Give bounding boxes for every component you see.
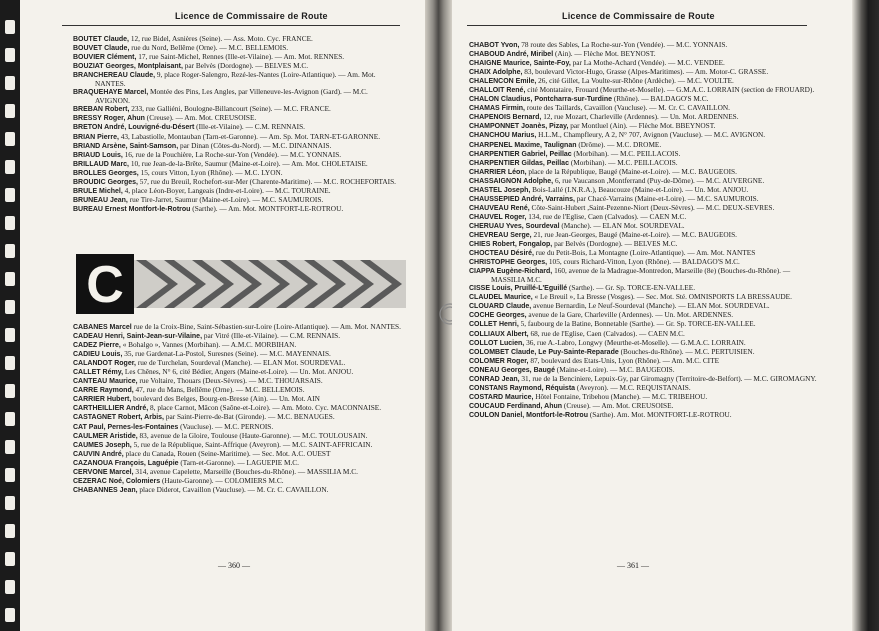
- entry-details: 43, Labastiolle, Montauban (Tarn-et-Garonne). — Am. Sp. Mot. TARN-ET-GARONNE.: [120, 131, 381, 141]
- entry-details: 35, rue Gardenat-La-Postol, Suresnes (Seine). — M.C. MAYENNAIS.: [124, 349, 331, 359]
- entry-name: COLOMER Roger,: [469, 357, 529, 365]
- entry-details: cité Montataire, Frouard (Meurthe-et-Moselle). — G.M.A.C. LORRAIN (section de FROUARD).: [527, 85, 815, 95]
- entry-name: CLAUDEL Maurice,: [469, 294, 533, 302]
- entry-details: (Morbihan). — M.C. PEILLACOIS.: [570, 157, 678, 167]
- entry-details: route des Taillards, Cavaillon (Vaucluse). — M. Cr. C. CAVAILLON.: [526, 103, 730, 113]
- entry-name: CHAMPONNET Joanès, Pizay,: [469, 123, 569, 131]
- entry-name: BRILLAUD Marc,: [73, 160, 130, 168]
- entry-name: COLOMBET Claude, Le Puy-Sainte-Reparade: [469, 348, 619, 356]
- entry-name: COULON Daniel, Montfort-le-Rotrou: [469, 411, 588, 419]
- entry-name: CANTEAU Maurice,: [73, 378, 138, 386]
- entry-name: CAULMER Aristide,: [73, 432, 138, 440]
- right-page: [452, 0, 852, 631]
- sprocket-hole: [5, 216, 15, 230]
- entry-details: 36, rue A.-Labro, Longwy (Meurthe-et-Moselle). — G.M.A.C. LORRAIN.: [526, 337, 746, 347]
- entry-details: (Sarthe). — Am. Mot. MONTFORT-LE-ROTROU.: [192, 203, 344, 213]
- entry-details: (Bouches-du-Rhône). — M.C. PERTUISIEN.: [620, 346, 755, 356]
- entry-details: 5, rue de la République, Saint-Affrique (Aveyron). — M.C. SAINT-AFFRICAIN.: [133, 439, 373, 449]
- entry-details: par Belvès (Dordogne). — BELVES M.C.: [184, 61, 309, 71]
- entry-name: CEZERAC Noé, Colomiers: [73, 477, 161, 485]
- entry-name: CHAIGNE Maurice, Sainte-Foy,: [469, 60, 571, 68]
- entry-name: CHANCHOU Marius,: [469, 132, 537, 140]
- entry-details: rue du Nord, Bellême (Orne). — M.C. BELLEMOIS.: [131, 43, 289, 53]
- entry-details: 12, rue Mozart, Charleville (Ardennes). — Un. Mot. ARDENNES.: [543, 112, 739, 122]
- entry-name: CHASSAIGNON Adolphe,: [469, 177, 554, 185]
- entry-details: 47, rue du Mans, Bellême (Orne). — M.C. BELLEMOIS.: [135, 385, 305, 395]
- entry-name: CAUVIN André,: [73, 450, 124, 458]
- entry-name: BRESSY Roger, Ahun: [73, 115, 145, 123]
- entry-details: (Creuse). — Am. Mot. CREUSOISE.: [146, 113, 257, 123]
- entry-details: « Bohalgo », Vannes (Morbihan). — A.M.C. MORBIHAN.: [122, 340, 297, 350]
- entry-details: par Montluel (Ain). — Flèche Mot. BBEYNOST.: [570, 121, 716, 131]
- entry-name: BOUTET Claude,: [73, 36, 130, 43]
- sprocket-hole: [5, 524, 15, 538]
- entry-name: CASTAGNET Robert, Arbis,: [73, 414, 165, 422]
- sprocket-hole: [5, 188, 15, 202]
- entry-name: CHABOUD André, Miribel: [469, 51, 554, 59]
- entry-name: CAUMES Joseph,: [73, 441, 132, 449]
- entry-details: (Drôme). — M.C. DROME.: [578, 139, 662, 149]
- running-head: Licence de Commissaire de Route: [175, 11, 328, 21]
- entry-name: BRETON André, Louvigné-du-Désert: [73, 124, 195, 132]
- entry-name: CHRISTOPHE Georges,: [469, 259, 548, 267]
- page-number: — 361 —: [617, 561, 649, 570]
- sprocket-hole: [5, 132, 15, 146]
- entry-name: CHAUVEAU René,: [469, 204, 530, 212]
- entry-name: CONEAU Georges, Baugé: [469, 366, 555, 374]
- entry-details: place du Canada, Rouen (Seine-Maritime). — Sec. Mot. A.C. OUEST: [125, 448, 331, 458]
- entry-details: (Morbihan). — M.C. PEILLACOIS.: [573, 148, 681, 158]
- entry-details: par Vitré (Ille-et-Vilaine). — C.M. RENNAIS.: [203, 331, 341, 341]
- entry-name: CARTHEILLIER André,: [73, 405, 149, 413]
- entry-name: BROLLES Georges,: [73, 169, 139, 177]
- entry-name: CARRIER Hubert,: [73, 396, 132, 404]
- entry-name: CHARPENEL Maxime, Taulignan: [469, 141, 577, 149]
- entry-name: COSTARD Maurice,: [469, 393, 534, 401]
- entry-details: (Vaucluse). — M.C. PERNOIS.: [180, 421, 274, 431]
- entry-name: BOUZIAT Georges, Montplaisant,: [73, 63, 183, 71]
- sprocket-hole: [5, 384, 15, 398]
- section-letter-banner: [76, 254, 406, 314]
- entry-name: CISSE Louis, Pruillé-L'Eguillé: [469, 285, 568, 293]
- entry-details: 83, avenue de la Gloire, Toulouse (Haute-Garonne). — M.C. TOULOUSAIN.: [139, 430, 368, 440]
- entry-name: BOUVIER Clément,: [73, 54, 137, 62]
- entry-name: CALLET Rémy,: [73, 369, 124, 377]
- section-letter: C: [86, 256, 124, 314]
- entry-details: 6, rue Vaucanson ,Montferrand (Puy-de-Dôme). — M.C. AUVERGNE.: [554, 175, 765, 185]
- entry-name: CHARRIER Léon,: [469, 168, 527, 176]
- sprocket-hole: [5, 272, 15, 286]
- entry-name: COLLOT Lucien,: [469, 339, 525, 347]
- entry-name: CHALON Claudius, Pontcharra-sur-Turdine: [469, 96, 612, 104]
- entry-details: 12, rue Bidel, Asnières (Seine). — Ass. Moto. Cyc. FRANCE.: [130, 34, 313, 43]
- sprocket-hole: [5, 552, 15, 566]
- sprocket-hole: [5, 160, 15, 174]
- entry-name: BRIAN Pierre,: [73, 133, 119, 141]
- entry-name: CAT Paul, Pernes-les-Fontaines: [73, 423, 179, 431]
- entry-details: 160, avenue de la Madrague-Montredon, Marseille (8e) (Bouches-du-Rhône). — MASSILIA M.C.: [491, 266, 791, 285]
- entry-name: COUCAUD Ferdinand, Ahun: [469, 402, 563, 410]
- entry-name: BRUNEAU Jean,: [73, 196, 128, 204]
- entry-details: rue du Petit-Bois, La Montagne (Loire-Atlantique). — Am. Mot. NANTES: [535, 248, 756, 258]
- entry-details: rue Tire-Jarret, Saumur (Maine-et-Loire). — M.C. SAUMUROIS.: [129, 194, 324, 204]
- entry-name: CHERUAU Yves, Sourdeval: [469, 222, 560, 230]
- entry-details: 21, rue Jean-Georges, Baugé (Maine-et-Loire). — M.C. BAUGEOIS.: [533, 229, 737, 239]
- entry-details: 26, cité Gillet, La Voulte-sur-Rhône (Ardèche). — M.C. VOULTE.: [538, 76, 734, 86]
- entry-details: 8, place Carnot, Mâcon (Saône-et-Loire). — Am. Moto. Cyc. MACONNAISE.: [150, 403, 382, 413]
- entry-details: (Rhône). — BALDAGO'S M.C.: [613, 94, 709, 104]
- entry-details: Les Chênes, N° 6, cité Bédier, Angers (Maine-et-Loire). — Un. Mot. ANJOU.: [124, 367, 354, 377]
- entry-name: CIAPPA Eugène-Richard,: [469, 268, 553, 276]
- entry-details: par Saint-Pierre-de-Bat (Gironde). — M.C. BENAUGES.: [165, 412, 335, 422]
- entry-details: (Creuse). — Am. Mot. CREUSOISE.: [563, 400, 674, 410]
- sprocket-hole: [5, 104, 15, 118]
- entry-name: CERVONE Marcel,: [73, 468, 134, 476]
- sprocket-hole: [5, 356, 15, 370]
- entry-details: avenue Bernardin, Le Neuf-Sourdeval (Manche). — ELAN Mot. SOURDEVAL.: [533, 301, 770, 311]
- entry-list: [469, 41, 824, 420]
- entry-name: CHAPENOIS Bernard,: [469, 114, 542, 122]
- directory-entry: [73, 71, 403, 88]
- entry-name: CHASTEL Joseph,: [469, 186, 531, 194]
- entry-name: CADIEU Louis,: [73, 351, 123, 359]
- entry-name: BRULE Michel,: [73, 187, 123, 195]
- entry-name: CAZANOUA François, Laguépie: [73, 459, 179, 467]
- entry-details: (Haute-Garonne). — COLOMIERS M.C.: [161, 475, 284, 485]
- entry-name: BRANCHEREAU Claude,: [73, 72, 156, 80]
- entry-list-before-banner: [73, 35, 403, 214]
- entry-name: CLOUARD Claude,: [469, 303, 532, 311]
- entry-details: Hôtel Fontaine, Tribehou (Manche). — M.C. TRIBEHOU.: [535, 391, 708, 401]
- directory-entry: [469, 267, 824, 284]
- entry-details: 31, rue de la Benciniere, Lepuix-Gy, par Giromagny (Territoire-de-Belfort). — M.C. GIROMAGNY.: [521, 373, 817, 383]
- sprocket-hole: [5, 300, 15, 314]
- sprocket-hole: [5, 244, 15, 258]
- entry-details: 57, rue du Breuil, Rochefort-sur-Mer (Charente-Maritime). — M.C. ROCHEFORTAIS.: [139, 176, 396, 186]
- entry-details: 134, rue de l'Eglise, Caen (Calvados). — CAEN M.C.: [528, 211, 687, 221]
- entry-name: CADEZ Pierre,: [73, 342, 121, 350]
- sprocket-hole: [5, 328, 15, 342]
- entry-name: BUREAU Ernest Montfort-le-Rotrou: [73, 205, 191, 213]
- entry-name: CHARPENTIER Gabriel, Peillac: [469, 150, 572, 158]
- entry-details: 233, rue Galliéni, Boulogne-Billancourt (Seine). — M.C. FRANCE.: [131, 104, 331, 114]
- entry-name: COLLIAUX Albert,: [469, 330, 529, 338]
- entry-name: CHOCTEAU Désiré,: [469, 250, 534, 258]
- entry-details: 68, rue de l'Eglise, Caen (Calvados). — CAEN M.C.: [530, 328, 685, 338]
- page-number: — 360 —: [218, 561, 250, 570]
- directory-entry: [73, 205, 403, 214]
- sprocket-hole: [5, 468, 15, 482]
- page-edge-shadow: [852, 0, 879, 631]
- entry-name: CHAMAS Firmin,: [469, 105, 525, 113]
- entry-details: par La Mothe-Achard (Vendée). — M.C. VENDEE.: [572, 58, 725, 68]
- entry-name: CONSTANS Raymond, Réquista: [469, 384, 576, 392]
- film-strip-edge: [0, 0, 20, 631]
- sprocket-hole: [5, 440, 15, 454]
- directory-entry: [73, 486, 413, 495]
- header-rule: [62, 25, 400, 26]
- entry-details: rue Voltaire, Thouars (Deux-Sèvres). — M.C. THOUARSAIS.: [139, 376, 323, 386]
- entry-details: place Diderot, Cavaillon (Vaucluse). — M. Cr. C. CAVAILLON.: [139, 484, 329, 494]
- entry-name: COCHE Georges,: [469, 312, 527, 320]
- sprocket-hole: [5, 76, 15, 90]
- running-head: Licence de Commissaire de Route: [562, 11, 715, 21]
- entry-details: rue de Turchelan, Sourdeval (Manche). — ELAN Mot. SOURDEVAL.: [137, 358, 346, 368]
- sprocket-hole: [5, 580, 15, 594]
- entry-details: (Sarthe). Am. Mot. MONTFORT-LE-ROTROU.: [589, 409, 732, 419]
- entry-name: CHARPENTIER Gildas, Peillac: [469, 159, 569, 167]
- entry-details: 15, cours Vitton, Lyon (Rhône). — M.C. LYON.: [140, 167, 283, 177]
- entry-details: 4, place Léon-Boyer, Langeais (Indre-et-Loire). — M.C. TOURAINE.: [124, 185, 331, 195]
- entry-details: 5, faubourg de la Batine, Bonnetable (Sarthe). — Gr. Sp. TORCE-EN-VALLEE.: [520, 319, 756, 329]
- entry-name: CADEAU Henri, Saint-Jean-sur-Vilaine,: [73, 333, 203, 341]
- entry-name: CHAUSSEPIED André, Varrains,: [469, 195, 575, 203]
- entry-details: 83, boulevard Victor-Hugo, Grasse (Alpes-Maritimes). — Am. Motor-C. GRASSE.: [524, 67, 769, 77]
- entry-details: par Belvès (Dordogne). — BELVES M.C.: [554, 239, 678, 249]
- entry-details: « Le Breuil », La Bresse (Vosges). — Sec. Mot. Sté. OMNISPORTS LA BRESSAUDE.: [534, 292, 792, 302]
- sprocket-hole: [5, 48, 15, 62]
- entry-details: avenue de la Gare, Charleville (Ardennes). — Un. Mot. ARDENNES.: [528, 310, 734, 320]
- entry-details: Montée des Pins, Les Angles, par Villeneuve-les-Avignon (Gard). — M.C. AVIGNON.: [95, 87, 368, 106]
- entry-details: Côte-Saint-Hubert ,Saint-Pezenne-Niort (Deux-Sèvres). — M.C. DEUX-SEVRES.: [531, 202, 775, 212]
- sprocket-hole: [5, 412, 15, 426]
- entry-details: (Sarthe). — Gr. Sp. TORCE-EN-VALLEE.: [568, 283, 696, 293]
- entry-details: 87, boulevard des Etats-Unis, Lyon (Rhône). — Am. M.C. CITE: [530, 355, 720, 365]
- entry-details: (Ain). — Flèche Mot. BEYNOST.: [554, 49, 656, 59]
- entry-name: CHABOT Yvon,: [469, 42, 520, 49]
- entry-details: (Tarn-et-Garonne). — LAGUEPIE M.C.: [180, 457, 299, 467]
- entry-details: Bois-Lallé (I.N.R.A.), Beaucouze (Maine-et-Loire). — Un. Mot. ANJOU.: [532, 184, 749, 194]
- header-rule: [467, 25, 807, 26]
- entry-details: 10, rue Jean-de-la-Brête, Saumur (Maine-et-Loire). — Am. Mot. CHOLETAISE.: [130, 158, 368, 168]
- entry-details: 105, cours Richard-Vitton, Lyon (Rhône). — BALDAGO'S M.C.: [548, 257, 740, 267]
- directory-entry: [73, 88, 403, 105]
- entry-name: BRIAND Arsène, Saint-Samson,: [73, 142, 179, 150]
- entry-name: CABANES Marcel: [73, 324, 132, 331]
- entry-details: (Ille-et-Vilaine). — C.M. RENNAIS.: [196, 122, 305, 132]
- entry-name: CHIES Robert, Fongalop,: [469, 241, 553, 249]
- entry-details: (Maine-et-Loire). — M.C. BAUGEOIS.: [556, 364, 675, 374]
- entry-details: H.L.M., Champfleury, A 2, N° 707, Avignon (Vaucluse). — M.C. AVIGNON.: [538, 130, 766, 140]
- entry-details: 78 route des Sables, La Roche-sur-Yon (Vendée). — M.C. YONNAIS.: [521, 40, 728, 49]
- directory-entry: [469, 411, 824, 420]
- entry-details: place de la République, Baugé (Maine-et-Loire). — M.C. BAUGEOIS.: [528, 166, 737, 176]
- entry-details: (Manche). — ELAN Mot. SOURDEVAL.: [561, 220, 685, 230]
- entry-name: CHEVREAU Serge,: [469, 231, 532, 239]
- entry-name: BOUVET Claude,: [73, 45, 130, 53]
- entry-list-after-banner: [73, 323, 413, 495]
- entry-name: CHABANNES Jean,: [73, 486, 138, 494]
- sprocket-hole: [5, 20, 15, 34]
- entry-name: BREBAN Robert,: [73, 106, 130, 114]
- entry-name: BROUDIC Georges,: [73, 178, 138, 186]
- entry-details: 9, place Roger-Salengro, Rezé-les-Nantes (Loire-Atlantique). — Am. Mot. NANTES.: [95, 70, 376, 89]
- entry-name: CONRAD Jean,: [469, 375, 520, 383]
- entry-name: CHAUVEL Roger,: [469, 213, 527, 221]
- left-page: [20, 0, 425, 631]
- entry-name: CHALENCON Emile,: [469, 78, 537, 86]
- entry-details: rue de la Croix-Bine, Saint-Sébastien-sur-Loire (Loire-Atlantique). — Am. Mot. NANTES.: [133, 322, 401, 331]
- entry-name: CARRE Raymond,: [73, 387, 134, 395]
- entry-name: CALANDOT Roger,: [73, 360, 136, 368]
- entry-name: CHAIX Adolphe,: [469, 69, 523, 77]
- entry-name: BRAQUEHAYE Marcel,: [73, 89, 149, 97]
- sprocket-hole: [5, 608, 15, 622]
- entry-details: 17, rue Saint-Michel, Rennes (Ille-et-Vilaine). — Am. Mot. RENNES.: [138, 52, 345, 62]
- sprocket-hole: [5, 496, 15, 510]
- entry-details: par Dinan (Côtes-du-Nord). — M.C. DINANNAIS.: [179, 140, 332, 150]
- entry-name: CHALLOIT René,: [469, 87, 526, 95]
- entry-details: par Chacé-Varrains (Maine-et-Loire). — M.C. SAUMUROIS.: [576, 193, 759, 203]
- entry-details: 16, rue de la Pouchière, La Roche-sur-Yon (Vendée). — M.C. YONNAIS.: [124, 149, 342, 159]
- entry-name: COLLET Henri,: [469, 321, 519, 329]
- entry-details: 314, avenue Capelette, Marseille (Bouches-du-Rhône). — MASSILIA M.C.: [135, 466, 358, 476]
- entry-name: BRIAUD Louis,: [73, 151, 123, 159]
- entry-details: boulevard des Belges, Bourg-en-Bresse (Ain). — Un. Mot. AIN: [133, 394, 320, 404]
- entry-details: (Aveyron). — M.C. REQUISTANAIS.: [576, 382, 691, 392]
